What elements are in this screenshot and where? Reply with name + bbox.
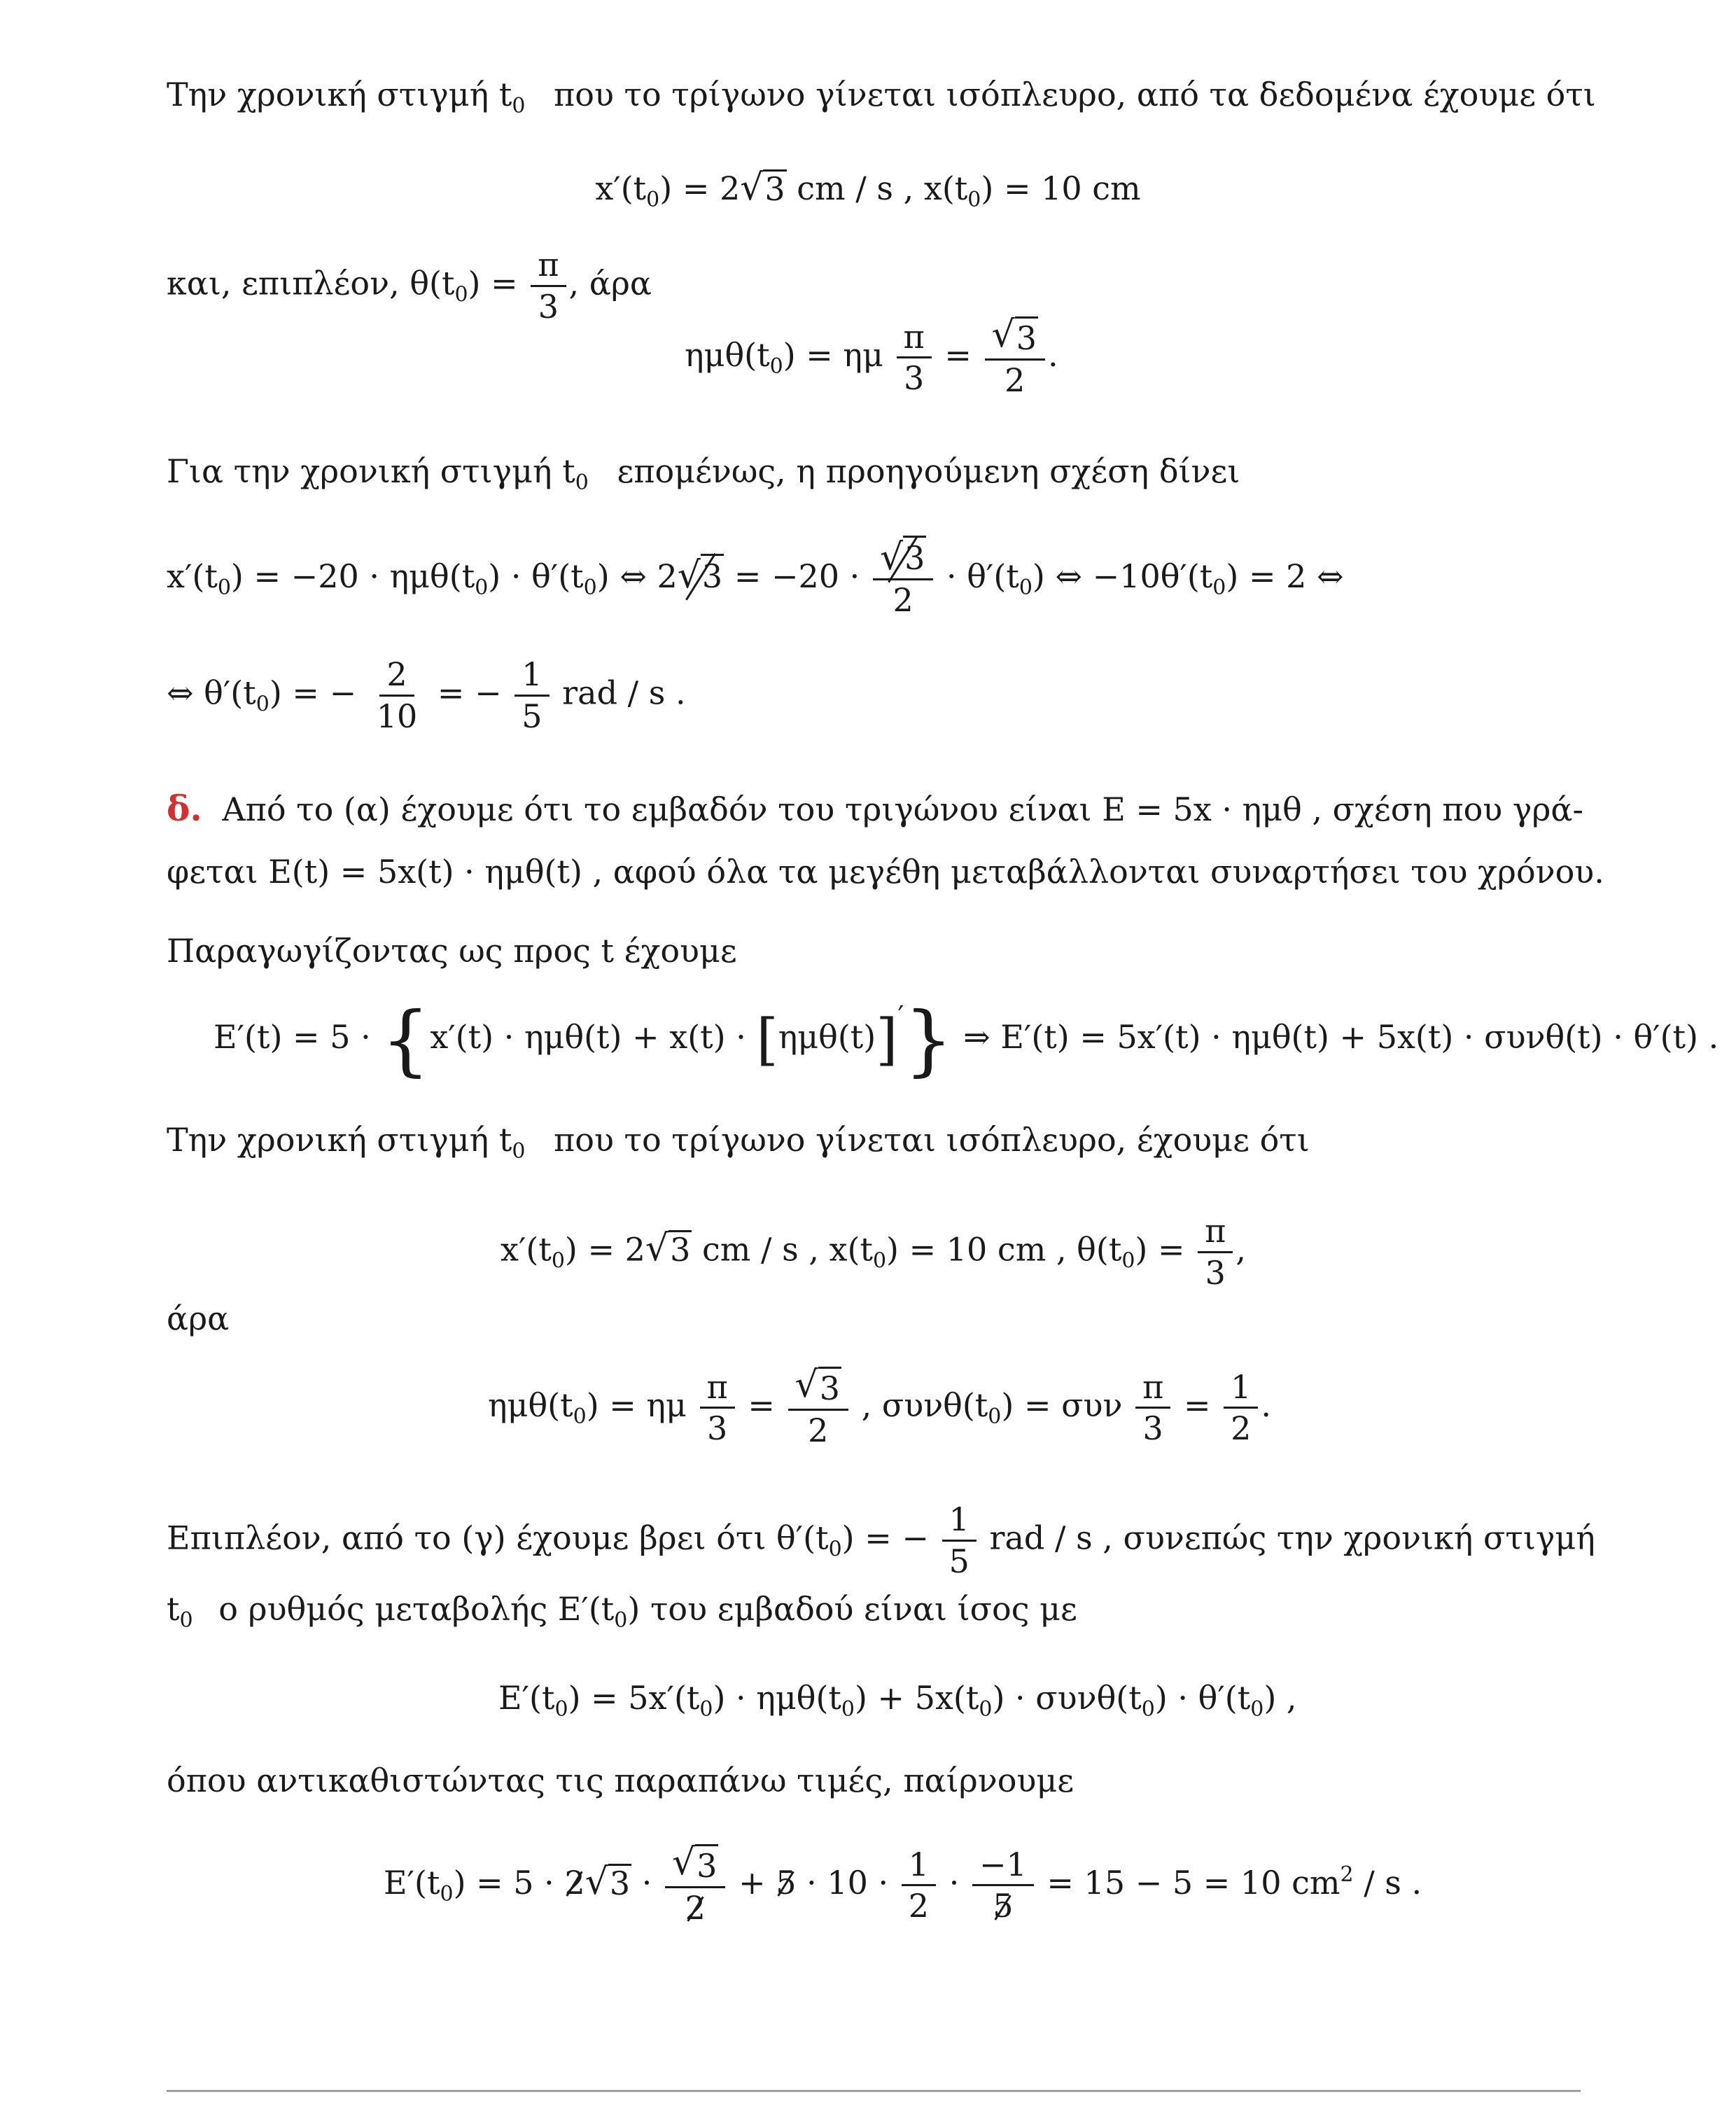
subscript: 0 [440, 1881, 454, 1906]
fraction [1224, 1367, 1258, 1449]
text: ) = 2 ⇔ [1226, 557, 1344, 595]
text: . [1047, 335, 1058, 374]
text: ) ⇔ 2 [596, 557, 678, 595]
text: ο ρυθμός μεταβολής Ε′(t [218, 1590, 615, 1628]
text: ) = 2 [659, 169, 741, 207]
text: ) = −20 · ημθ(t [230, 557, 475, 595]
text-line [167, 1500, 1595, 1582]
text: ) = 10 cm [981, 169, 1141, 207]
denominator: 2 [1004, 361, 1026, 399]
cancelled-number: 2 [685, 1888, 706, 1927]
sqrt-arg: 3 [609, 1864, 631, 1902]
numerator: π [531, 245, 566, 287]
text-line [167, 1121, 1310, 1164]
numerator: −1 [972, 1845, 1034, 1887]
denominator: 3 [706, 1409, 728, 1448]
subscript: 0 [1141, 1697, 1155, 1722]
section-label: δ. [167, 788, 202, 829]
subscript: 0 [646, 188, 660, 212]
text: ) · συνθ(t [992, 1679, 1142, 1717]
text: ⇔ θ′(t [167, 674, 256, 712]
text: ) = 10 cm , θ(t [886, 1230, 1122, 1269]
fraction [1198, 1211, 1233, 1293]
subscript: 0 [828, 1537, 842, 1562]
text: άρα [167, 1299, 230, 1337]
numerator: π [897, 317, 932, 359]
text: = [748, 1386, 775, 1424]
subscript: 0 [1121, 1248, 1135, 1274]
subscript: 0 [841, 1697, 855, 1722]
subscript: 0 [1018, 575, 1032, 600]
text: ) · θ′(t [488, 557, 584, 595]
equation [500, 1211, 1246, 1293]
text: ) = συν [1001, 1386, 1123, 1424]
text: = −20 · [734, 557, 860, 595]
text: x′(t [595, 169, 647, 207]
sqrt-arg: 3 [670, 1231, 691, 1269]
text: ημθ(t) [778, 1018, 876, 1056]
subscript: 0 [769, 354, 783, 379]
text: · θ′(t [946, 557, 1019, 595]
fraction [514, 655, 549, 737]
text: x(t [923, 169, 968, 207]
subscript: 0 [512, 1139, 526, 1164]
subscript: 0 [551, 1248, 565, 1274]
text-line [167, 788, 1583, 829]
text-line [167, 452, 1240, 495]
sqrt-arg: 3 [695, 1844, 718, 1885]
text: Για την χρονική στιγμή t [167, 452, 575, 490]
equation [214, 995, 1719, 1085]
cancelled-number: 5 [993, 1887, 1014, 1925]
text: = [1183, 1386, 1211, 1424]
subscript: 0 [979, 1697, 993, 1722]
sqrt-arg: 3 [701, 554, 724, 595]
equation [0, 167, 1736, 212]
text: · [948, 1863, 960, 1902]
subscript: 0 [699, 1697, 713, 1722]
numerator: 1 [942, 1500, 976, 1542]
text: ημθ(t [488, 1386, 573, 1424]
numerator: π [700, 1367, 735, 1409]
fraction [531, 245, 566, 327]
denominator: 10 [376, 697, 418, 735]
text: ) = ημ [586, 1386, 687, 1424]
equation [685, 315, 1058, 400]
subscript: 0 [967, 188, 981, 212]
denominator: 5 [948, 1542, 969, 1580]
left-brace: { [381, 995, 430, 1085]
subscript: 0 [614, 1608, 628, 1633]
sqrt: √ 3 [645, 1227, 691, 1270]
text: και, επιπλέον, θ(t [167, 264, 455, 302]
subscript: 0 [217, 575, 231, 600]
denominator: 2 [808, 1411, 829, 1449]
text: ) = − [269, 674, 357, 712]
text: ημθ(t [685, 335, 770, 374]
text-line [167, 1764, 1074, 1797]
subscript: 0 [1212, 575, 1226, 600]
text: ) του εμβαδού είναι ίσος με [627, 1590, 1077, 1628]
fraction [873, 538, 933, 620]
denominator: 2 [892, 580, 913, 619]
equation-content [595, 167, 1141, 212]
text: , συνθ(t [861, 1386, 988, 1424]
text: x(t [829, 1230, 873, 1269]
numerator: 1 [1224, 1367, 1258, 1409]
text: Την χρονική στιγμή t [167, 76, 512, 113]
denominator: 3 [1205, 1253, 1226, 1292]
text: rad / s , συνεπώς την χρονική στιγμή [989, 1519, 1595, 1557]
text: Παραγωγίζοντας ως προς t έχουμε [167, 932, 737, 970]
text: Την χρονική στιγμή t [167, 1121, 512, 1159]
subscript: 0 [554, 1697, 568, 1722]
text: ) = 5 · [453, 1863, 554, 1902]
denominator: 2 [1231, 1409, 1252, 1448]
prime: ′ [897, 1000, 904, 1033]
denominator [678, 1888, 713, 1928]
text: ) = 2 [564, 1230, 645, 1269]
equation [498, 1679, 1297, 1722]
sqrt-cancelled: √3 [677, 554, 723, 597]
text: / s . [1364, 1863, 1422, 1902]
text: που το τρίγωνο γίνεται ισόπλευρο, από τα δεδομένα έχουμε ότι [554, 76, 1596, 113]
equation [167, 655, 686, 737]
text: Ε′(t) = 5 · [214, 1018, 371, 1056]
equation [384, 1843, 1422, 1928]
text: φεται Ε(t) = 5x(t) · ημθ(t) , αφού όλα τα μεγέθη μεταβάλλονται συναρτήσει του χρόνου. [167, 853, 1604, 891]
text-line [167, 76, 1596, 118]
text: = [944, 335, 972, 374]
text: cm / s , [701, 1230, 819, 1269]
denominator: 3 [903, 359, 925, 398]
denominator: 5 [522, 697, 542, 735]
sqrt-arg: 3 [764, 170, 785, 208]
text: ) = [1135, 1230, 1185, 1269]
fraction [700, 1367, 735, 1449]
text: t [167, 1590, 180, 1628]
subscript: 0 [255, 692, 270, 717]
text: Επιπλέον, από το (γ) έχουμε βρει ότι θ′(t [167, 1519, 829, 1557]
text: ) = ημ [783, 335, 883, 374]
numerator: 1 [902, 1845, 936, 1887]
subscript: 0 [454, 282, 468, 307]
equation [167, 538, 1344, 620]
text: που το τρίγωνο γίνεται ισόπλευρο, έχουμε ότι [554, 1121, 1310, 1159]
numerator: √ 3 [985, 315, 1045, 361]
text: ) · ημθ(t [713, 1679, 841, 1717]
denominator [986, 1886, 1020, 1926]
text-line [167, 1299, 230, 1337]
text: ) ⇔ −10θ′(t [1032, 557, 1213, 595]
subscript: 0 [872, 1248, 887, 1274]
fraction [897, 317, 932, 399]
subscript: 0 [583, 575, 597, 600]
fraction [942, 1500, 976, 1582]
text: x′(t [167, 557, 218, 595]
text: rad / s . [562, 674, 686, 712]
text: ) · θ′(t [1154, 1679, 1251, 1717]
text-line [167, 932, 737, 970]
footer-rule [167, 2090, 1581, 2092]
superscript: 2 [1340, 1862, 1354, 1887]
right-brace: } [904, 995, 953, 1085]
numerator: π [1135, 1367, 1170, 1409]
text-line [167, 245, 652, 327]
fraction [370, 655, 425, 737]
subscript: 0 [475, 575, 489, 600]
fraction [902, 1845, 936, 1927]
numerator: π [1198, 1211, 1233, 1253]
text: , άρα [568, 264, 652, 302]
subscript: 0 [512, 94, 526, 118]
sqrt-arg: 3 [1015, 316, 1038, 357]
text-line [167, 1590, 1077, 1633]
fraction [665, 1843, 725, 1928]
text: · 10 · [806, 1863, 889, 1902]
denominator: 3 [1142, 1409, 1163, 1448]
text: ) + 5x(t [854, 1679, 979, 1717]
right-bracket: ] [876, 1007, 898, 1072]
text: + [738, 1863, 766, 1902]
fraction [972, 1845, 1034, 1927]
sqrt-arg: 3 [818, 1367, 841, 1407]
text: επομένως, η προηγούμενη σχέση δίνει [617, 452, 1240, 490]
subscript: 0 [1250, 1697, 1264, 1722]
text: όπου αντικαθιστώντας τις παραπάνω τιμές, παίρνουμε [167, 1762, 1074, 1799]
text: Από το (α) έχουμε ότι το εμβαδόν του τριγώνου είναι Ε = 5x · ημθ , σχέση που γρά- [222, 790, 1583, 828]
sqrt-arg: 3 [903, 536, 926, 577]
numerator: √3 [873, 538, 933, 580]
text: x′(t [500, 1230, 552, 1269]
fraction [1135, 1367, 1170, 1449]
subscript: 0 [988, 1404, 1002, 1429]
denominator: 2 [908, 1887, 930, 1925]
left-bracket: [ [756, 1007, 778, 1072]
sqrt: √ 3 [740, 167, 785, 209]
cancelled-number: 2 [564, 1863, 585, 1902]
text: ) = − [841, 1519, 929, 1557]
text: Ε′(t [384, 1863, 440, 1902]
subscript: 0 [575, 470, 589, 495]
text: ⇒ Ε′(t) = 5x′(t) · ημθ(t) + 5x(t) · συνθ(t) · θ′(t) . [963, 1018, 1719, 1056]
equation [488, 1365, 1271, 1451]
fraction [985, 315, 1045, 400]
text: x′(t) · ημθ(t) + x(t) · [430, 1018, 746, 1056]
numerator: 2 [379, 655, 414, 697]
subscript: 0 [573, 1404, 587, 1429]
numerator: 1 [514, 655, 549, 697]
text: = 15 − 5 = 10 cm [1046, 1863, 1340, 1902]
text: , [1236, 1230, 1247, 1269]
text: = − [437, 674, 502, 712]
text: ) , [1264, 1679, 1297, 1717]
numerator: √ 3 [665, 1843, 725, 1888]
text: Ε′(t [498, 1679, 555, 1717]
text: cm / s , [797, 169, 914, 207]
cancelled-number: 5 [776, 1863, 797, 1902]
text: ) = 5x′(t [568, 1679, 700, 1717]
text: ) = [468, 264, 518, 302]
text: · [641, 1863, 652, 1902]
subscript: 0 [179, 1608, 193, 1633]
numerator: √ 3 [788, 1365, 848, 1411]
denominator: 3 [538, 287, 559, 326]
sqrt: √ 3 [584, 1860, 631, 1903]
fraction [788, 1365, 848, 1451]
text: . [1261, 1386, 1272, 1424]
text-line [167, 853, 1604, 891]
